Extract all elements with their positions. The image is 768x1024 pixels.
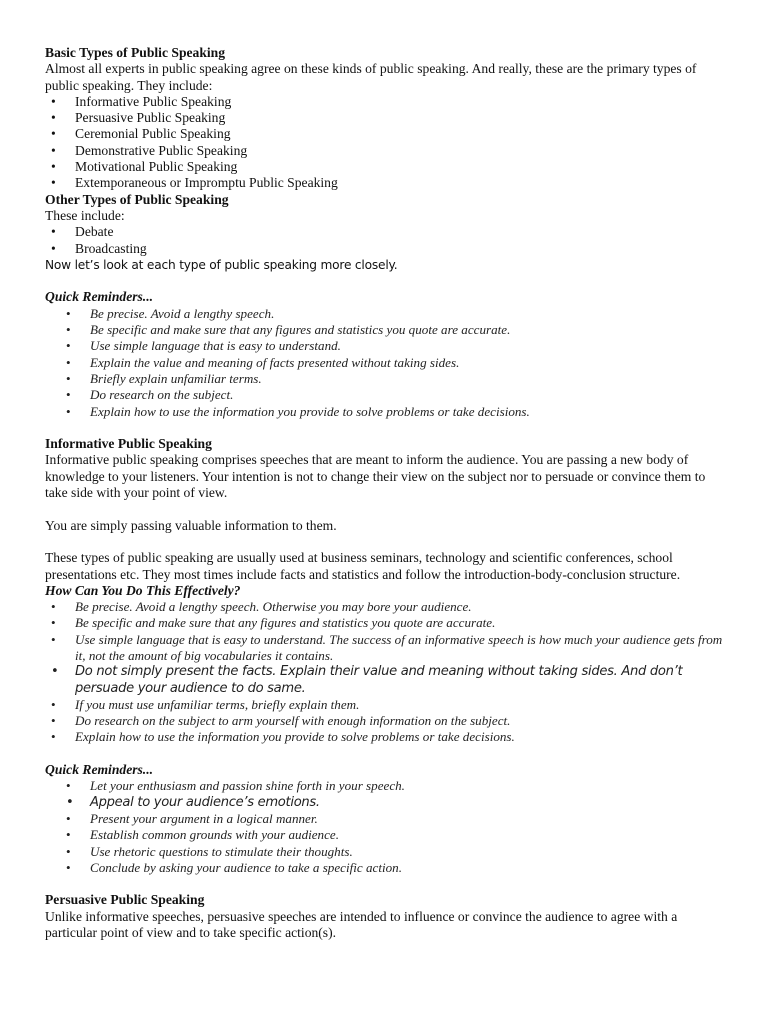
list-item: • Debate — [45, 224, 725, 240]
list-item: • Do not simply present the facts. Explain their value and meaning without taking sides. And don’t persuade your audience to do same. — [45, 664, 725, 697]
list-item: • Extemporaneous or Impromptu Public Speaking — [45, 175, 725, 191]
informative-paragraph-1: Informative public speaking comprises speeches that are meant to inform the audience. You are passing a new body of knowledge to your listeners. Your intention is not to change their view on the subject nor to persuade or convince them to take side with your point of view. — [45, 452, 706, 501]
spacer — [45, 746, 725, 762]
list-item: • Appeal to your audience’s emotions. — [45, 795, 725, 811]
list-item: • Persuasive Public Speaking — [45, 110, 725, 126]
persuasive-paragraph-1: Unlike informative speeches, persuasive speeches are intended to influence or convince the audience to agree with a particular point of view and to take specific action(s). — [45, 908, 678, 941]
spacer — [45, 420, 725, 436]
quick-reminders-heading-2: Quick Reminders... — [45, 762, 153, 778]
list-item: • Establish common grounds with your audience. — [45, 827, 725, 843]
document-content — [45, 45, 725, 941]
list-item: • Use simple language that is easy to understand. The success of an informative speech is how much your audience gets from it, not the amount of big vocabularies it contains. — [45, 632, 725, 665]
spacer — [45, 876, 725, 892]
informative-paragraph-2: You are simply passing valuable information to them. — [45, 517, 337, 533]
other-types-intro: These include: — [45, 207, 125, 223]
basic-types-intro: Almost all experts in public speaking agree on these kinds of public speaking. And really, these are the primary types of public speaking. They include: — [45, 61, 697, 93]
spacer — [45, 273, 725, 289]
list-item: • Use simple language that is easy to understand. — [45, 338, 725, 354]
quick-reminders-list-1 — [45, 306, 725, 420]
list-item: • Conclude by asking your audience to take a specific action. — [45, 860, 725, 876]
list-item: • Explain how to use the information you provide to solve problems or take decisions. — [45, 404, 725, 420]
how-to-heading: How Can You Do This Effectively? — [45, 582, 241, 598]
list-item: • Do research on the subject to arm yourself with enough information on the subject. — [45, 713, 725, 729]
list-item: • Motivational Public Speaking — [45, 159, 725, 175]
list-item: • Demonstrative Public Speaking — [45, 143, 725, 159]
list-item: • Briefly explain unfamiliar terms. — [45, 371, 725, 387]
how-to-list — [45, 599, 725, 746]
other-types-list — [45, 224, 725, 257]
persuasive-heading: Persuasive Public Speaking — [45, 892, 205, 908]
other-types-heading: Other Types of Public Speaking — [45, 191, 229, 207]
spacer — [45, 501, 725, 517]
list-item: • Be specific and make sure that any figures and statistics you quote are accurate. — [45, 322, 725, 338]
list-item: • Be precise. Avoid a lengthy speech. Otherwise you may bore your audience. — [45, 599, 725, 615]
informative-heading: Informative Public Speaking — [45, 436, 212, 452]
list-item: • Ceremonial Public Speaking — [45, 126, 725, 142]
list-item: • Be specific and make sure that any figures and statistics you quote are accurate. — [45, 615, 725, 631]
list-item: • Let your enthusiasm and passion shine forth in your speech. — [45, 778, 725, 794]
list-item: • If you must use unfamiliar terms, briefly explain them. — [45, 697, 725, 713]
list-item: • Present your argument in a logical manner. — [45, 811, 725, 827]
basic-types-heading: Basic Types of Public Speaking — [45, 45, 226, 60]
basic-types-list — [45, 94, 725, 192]
list-item: • Use rhetoric questions to stimulate their thoughts. — [45, 844, 725, 860]
quick-reminders-heading-1: Quick Reminders... — [45, 289, 153, 305]
informative-paragraph-3: These types of public speaking are usually used at business seminars, technology and scientific conferences, school presentations etc. They most times include facts and statistics and follow the introduction-body-conclusion structure. — [45, 550, 681, 582]
list-item: • Explain the value and meaning of facts presented without taking sides. — [45, 355, 725, 371]
spacer — [45, 534, 725, 550]
list-item: • Explain how to use the information you provide to solve problems or take decisions. — [45, 729, 725, 745]
quick-reminders-list-2 — [45, 778, 725, 876]
list-item: • Broadcasting — [45, 241, 725, 257]
list-item: • Do research on the subject. — [45, 387, 725, 403]
list-item: • Be precise. Avoid a lengthy speech. — [45, 306, 725, 322]
transition-sentence: Now let’s look at each type of public speaking more closely. — [45, 257, 398, 272]
list-item: • Informative Public Speaking — [45, 94, 725, 110]
